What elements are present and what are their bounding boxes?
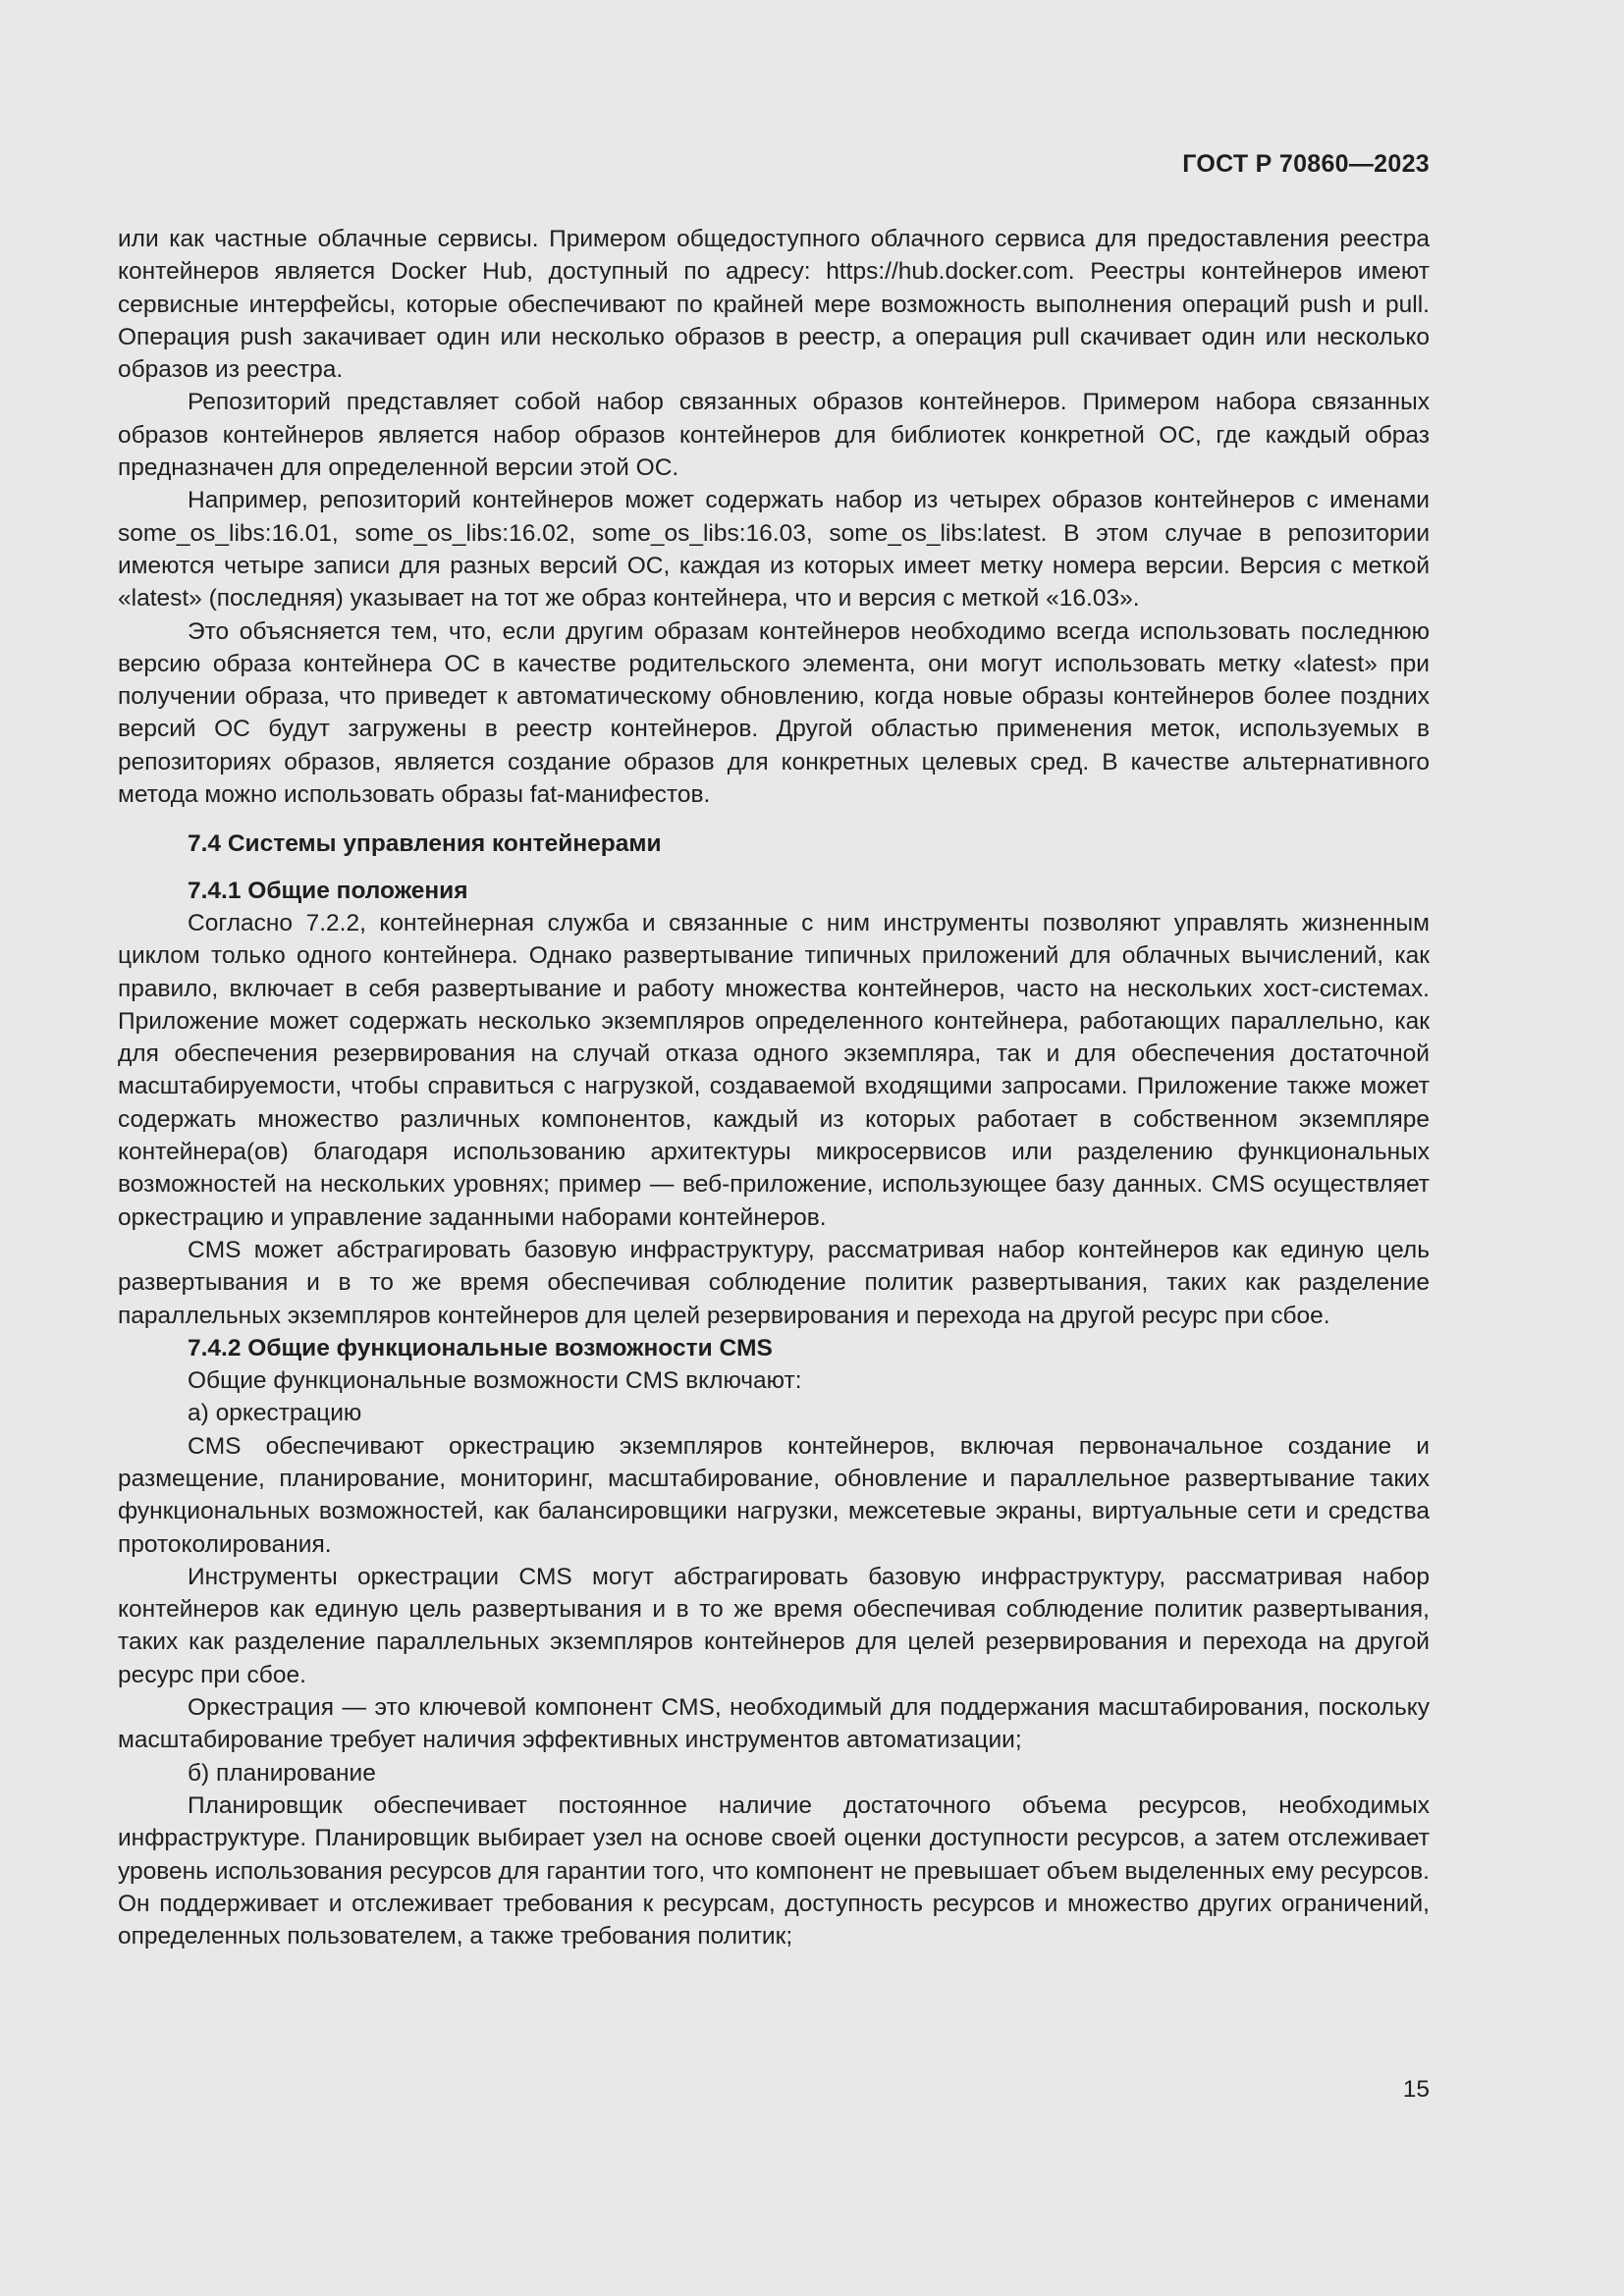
paragraph: CMS обеспечивают оркестрацию экземпляров контейнеров, включая первоначальное создание и размещение, планирование, мониторинг, масштабирование, обновление и параллельное развертывание таких функциональных возможностей, как балансировщики нагрузки, межсетевые экраны, виртуальные сети и средства протоколирования. (118, 1432, 1430, 1558)
paragraph: Инструменты оркестрации CMS могут абстрагировать базовую инфраструктуру, рассматривая набор контейнеров как единую цель развертывания и в то же время обеспечивая соблюдение политик развертывания, таких как разделение параллельных экземпляров контейнеров для целей резервирования и перехода на другой ресурс при сбое. (118, 1563, 1430, 1688)
page-body (118, 223, 1430, 1952)
subsection-heading: 7.4.2 Общие функциональные возможности CMS (188, 1334, 773, 1362)
paragraph: Например, репозиторий контейнеров может содержать набор из четырех образов контейнеров с именами some_os_libs:16.01, some_os_libs:16.02, some_os_libs:16.03, some_os_libs:latest. В этом случае в репозитории имеются четыре записи для разных версий ОС, каждая из которых имеет метку номера версии. Версия с меткой «latest» (последняя) указывает на тот же образ контейнера, что и версия с меткой «16.03». (118, 487, 1430, 613)
paragraph: Планировщик обеспечивает постоянное наличие достаточного объема ресурсов, необходимых инфраструктуре. Планировщик выбирает узел на основе своей оценки доступности ресурсов, а затем отслеживает уровень использования ресурсов для гарантии того, что компонент не превышает объем выделенных ему ресурсов. Он поддерживает и отслеживает требования к ресурсам, доступность ресурсов и множество других ограничений, определенных пользователем, а также требования политик; (118, 1791, 1430, 1950)
subsection-heading: 7.4.1 Общие положения (188, 877, 468, 904)
standard-designation: ГОСТ Р 70860—2023 (1182, 150, 1430, 178)
paragraph: Репозиторий представляет собой набор связанных образов контейнеров. Примером набора связанных образов контейнеров является набор образов контейнеров для библиотек конкретной ОС, где каждый образ предназначен для определенной версии этой ОС. (118, 389, 1430, 482)
paragraph: или как частные облачные сервисы. Примером общедоступного облачного сервиса для предоставления реестра контейнеров является Docker Hub, доступный по адресу: https://hub.docker.com. Реестры контейнеров имеют сервисные интерфейсы, которые обеспечивают по крайней мере возможность выполнения операций push и pull. Операция push закачивает один или несколько образов в реестр, а операция pull скачивает один или несколько образов из реестра. (118, 226, 1430, 384)
list-item: б) планирование (188, 1759, 376, 1787)
section-heading: 7.4 Системы управления контейнерами (188, 830, 662, 858)
paragraph: Это объясняется тем, что, если другим образам контейнеров необходимо всегда использовать последнюю версию образа контейнера ОС в качестве родительского элемента, они могут использовать метку «latest» при получении образа, что приведет к автоматическому обновлению, когда новые образы контейнеров более поздних версий ОС будут загружены в реестр контейнеров. Другой областью применения меток, используемых в репозиториях образов, является создание образов для конкретных целевых сред. В качестве альтернативного метода можно использовать образы fat-манифестов. (118, 617, 1430, 809)
page-number: 15 (1402, 2076, 1430, 2103)
paragraph: Оркестрация — это ключевой компонент CMS, необходимый для поддержания масштабирования, поскольку масштабирование требует наличия эффективных инструментов автоматизации; (118, 1694, 1430, 1754)
paragraph: Общие функциональные возможности CMS включают: (188, 1367, 802, 1395)
paragraph: CMS может абстрагировать базовую инфраструктуру, рассматривая набор контейнеров как единую цель развертывания и в то же время обеспечивая соблюдение политик развертывания, таких как разделение параллельных экземпляров контейнеров для целей резервирования и перехода на другой ресурс при сбое. (118, 1236, 1430, 1329)
paragraph: Согласно 7.2.2, контейнерная служба и связанные с ним инструменты позволяют управлять жизненным циклом только одного контейнера. Однако развертывание типичных приложений для облачных вычислений, как правило, включает в себя развертывание и работу множества контейнеров, часто на нескольких хост-системах. Приложение может содержать несколько экземпляров определенного контейнера, работающих параллельно, как для обеспечения резервирования на случай отказа одного экземпляра, так и для обеспечения достаточной масштабируемости, чтобы справиться с нагрузкой, создаваемой входящими запросами. Приложение также может содержать множество различных компонентов, каждый из которых работает в собственном экземпляре контейнера(ов) благодаря использованию архитектуры микросервисов или разделению функциональных возможностей на нескольких уровнях; пример — веб-приложение, использующее базу данных. CMS осуществляет оркестрацию и управление заданными наборами контейнеров. (118, 909, 1430, 1231)
list-item: а) оркестрацию (188, 1400, 362, 1427)
